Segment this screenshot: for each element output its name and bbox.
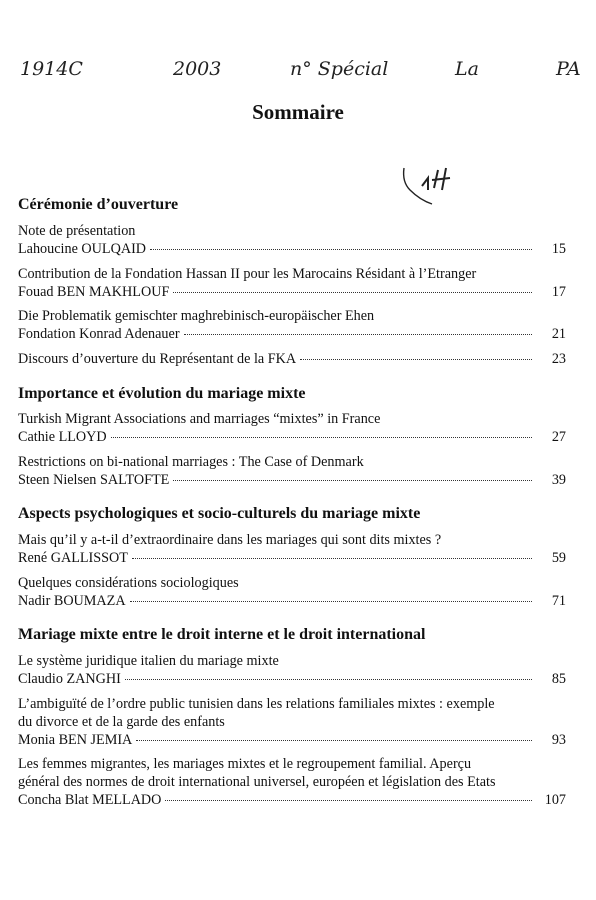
- entry-author: Cathie LLOYD: [18, 429, 107, 445]
- entry-author: René GALLISSOT: [18, 550, 128, 566]
- handwritten-note-4: La: [455, 58, 479, 80]
- page-number: 59: [551, 550, 566, 566]
- entry-author: Monia BEN JEMIA: [18, 732, 133, 748]
- page-number: 39: [551, 472, 566, 488]
- entry-title: général des normes de droit international universel, européen et législation des Etats: [18, 774, 496, 790]
- toc-entry: [18, 350, 566, 368]
- page-title: Sommaire: [252, 100, 344, 124]
- entry-title: Discours d’ouverture du Représentant de la FKA: [18, 351, 297, 367]
- entry-author: Nadir BOUMAZA: [18, 593, 126, 609]
- entry-author: Steen Nielsen SALTOFTE: [18, 472, 170, 488]
- toc-entry: [18, 755, 566, 809]
- page-number: 27: [551, 429, 566, 445]
- page-number: 21: [551, 326, 566, 342]
- dot-leader: [150, 239, 532, 250]
- entry-title: Die Problematik gemischter maghrebinisch-europäischer Ehen: [18, 308, 375, 324]
- dot-leader: [165, 790, 532, 801]
- toc-entry: [18, 453, 566, 489]
- entry-author-row: [18, 592, 566, 610]
- page-number: 15: [551, 241, 566, 257]
- dot-leader: [184, 324, 532, 335]
- entry-title: Quelques considérations sociologiques: [18, 575, 239, 591]
- page-number: 23: [551, 351, 566, 367]
- page-number: 93: [551, 732, 566, 748]
- dot-leader: [173, 470, 532, 481]
- entry-author-row: [18, 670, 566, 688]
- entry-author-row: [18, 791, 566, 809]
- entry-author: Concha Blat MELLADO: [18, 792, 162, 808]
- toc-entry: [18, 265, 566, 301]
- toc-entry: [18, 531, 566, 567]
- toc-entry: [18, 695, 566, 749]
- entry-title: Note de présentation: [18, 223, 136, 239]
- page-number: 71: [551, 593, 566, 609]
- entry-author: Claudio ZANGHI: [18, 671, 121, 687]
- toc-entry: [18, 410, 566, 446]
- toc-entry: [18, 574, 566, 610]
- entry-author: Lahoucine OULQAID: [18, 241, 147, 257]
- entry-author-row: [18, 549, 566, 567]
- handwritten-note-5: PA: [556, 58, 581, 80]
- dot-leader: [173, 282, 532, 293]
- toc-entry: [18, 222, 566, 258]
- entry-title: Contribution de la Fondation Hassan II pour les Marocains Résidant à l’Etranger: [18, 266, 477, 282]
- entry-author-row: [18, 240, 566, 258]
- entry-author-row: [18, 350, 566, 368]
- handwritten-mark: [398, 160, 468, 215]
- entry-title: Restrictions on bi-national marriages : The Case of Denmark: [18, 454, 364, 470]
- dot-leader: [125, 669, 532, 680]
- dot-leader: [111, 427, 532, 438]
- handwritten-note-1: 1914C: [20, 58, 83, 80]
- dot-leader: [300, 349, 532, 360]
- toc-entry: [18, 652, 566, 688]
- entry-author-row: [18, 731, 566, 749]
- entry-author: Fouad BEN MAKHLOUF: [18, 284, 170, 300]
- entry-title: Le système juridique italien du mariage mixte: [18, 653, 279, 669]
- entry-title: Les femmes migrantes, les mariages mixtes et le regroupement familial. Aperçu: [18, 756, 472, 772]
- page-number: 107: [544, 792, 566, 808]
- dot-leader: [136, 730, 532, 741]
- entry-author-row: [18, 471, 566, 489]
- page-number: 17: [551, 284, 566, 300]
- entry-author: Fondation Konrad Adenauer: [18, 326, 180, 342]
- section-heading-droit: Mariage mixte entre le droit interne et le droit international: [18, 626, 426, 643]
- section-heading-ceremonie: Cérémonie d’ouverture: [18, 196, 179, 213]
- dot-leader: [132, 548, 532, 559]
- section-heading-aspects: Aspects psychologiques et socio-culturels du mariage mixte: [18, 505, 421, 522]
- entry-author-row: [18, 428, 566, 446]
- handwritten-note-3: n° Spécial: [290, 58, 389, 80]
- handwritten-note-2: 2003: [173, 58, 222, 80]
- entry-author-row: [18, 325, 566, 343]
- entry-title: du divorce et de la garde des enfants: [18, 714, 225, 730]
- toc-entry: [18, 307, 566, 343]
- entry-author-row: [18, 283, 566, 301]
- entry-title: Turkish Migrant Associations and marriages “mixtes” in France: [18, 411, 381, 427]
- page-number: 85: [551, 671, 566, 687]
- section-heading-importance: Importance et évolution du mariage mixte: [18, 385, 306, 402]
- entry-title: L’ambiguïté de l’ordre public tunisien dans les relations familiales mixtes : exemple: [18, 696, 495, 712]
- dot-leader: [130, 591, 532, 602]
- entry-title: Mais qu’il y a-t-il d’extraordinaire dans les mariages qui sont dits mixtes ?: [18, 532, 442, 548]
